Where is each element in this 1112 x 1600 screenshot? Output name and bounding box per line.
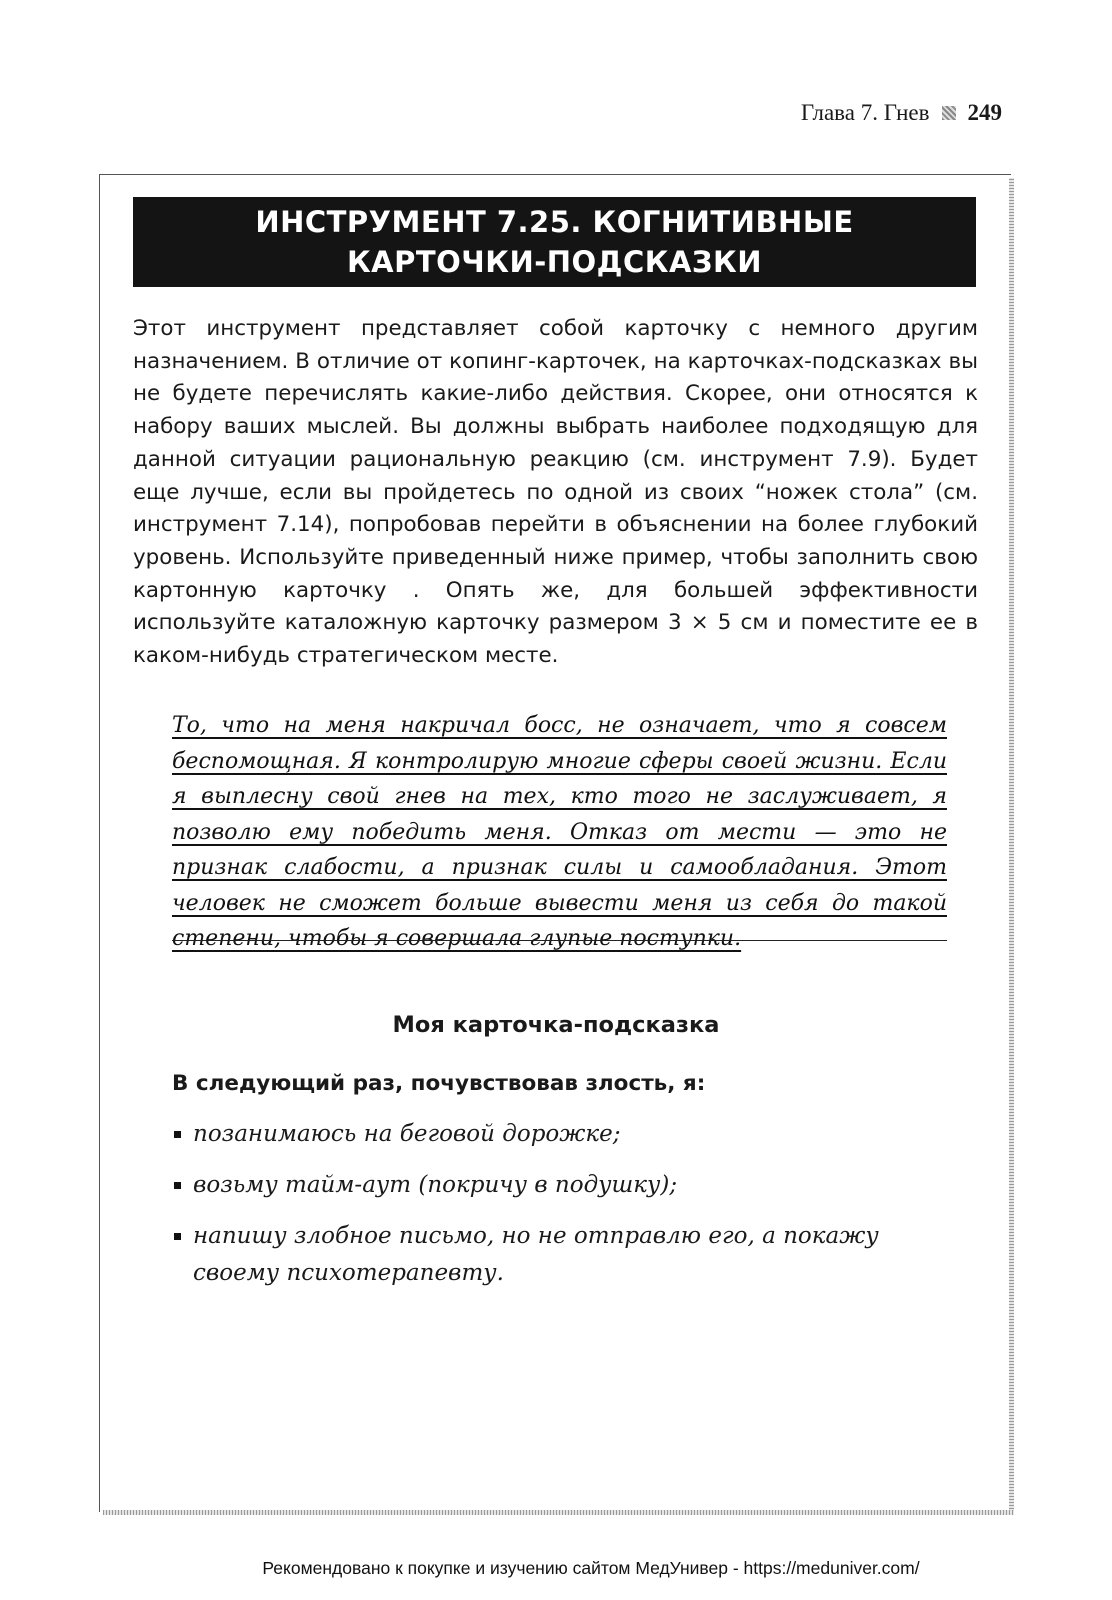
list-item	[172, 1116, 952, 1153]
list-item	[172, 1218, 952, 1292]
list-item-text: напишу злобное письмо, но не отправлю его, а покажу своему психотерапевту.	[193, 1223, 879, 1286]
handwritten-example: То, что на меня накричал босс, не означает, что я совсем беспомощная. Я контролирую многие сферы своей жизни. Если я выплесну свой гнев на тех, кто того не заслуживает, я позволю ему победить меня. Отказ от мести — это не признак слабости, а признак силы и самообладания. Этот человек не сможет больше вывести меня из себя до такой степени, чтобы я совершала глупые поступки.	[172, 713, 947, 951]
footer-note: Рекомендовано к покупке и изучению сайтом МедУнивер - https://meduniver.com/	[262, 1558, 920, 1578]
running-head	[801, 100, 1002, 126]
handwritten-underline	[172, 940, 947, 941]
my-card-heading: Моя карточка-подсказка	[392, 1012, 720, 1038]
chapter-title: Глава 7. Гнев	[800, 100, 930, 125]
square-bullet-icon	[174, 1233, 181, 1240]
intro-paragraph: Этот инструмент представляет собой карточку с немного другим назначением. В отличие от копинг-карточек, на карточках-подсказках вы не будете перечислять какие-либо действия. Скорее, они относятся к набору ваших мыслей. Вы должны выбрать наиболее подходящую для данной ситуации рациональную реакцию (см. инструмент 7.9). Будет еще лучше, если вы пройдетесь по одной из своих “ножек стола” (см. инструмент 7.14), попробовав перейти в объяснении на более глубокий уровень. Используйте приведенный ниже пример, чтобы заполнить свою картонную карточку . Опять же, для большей эффективности используйте каталожную карточку размером 3 × 5 см и поместите ее в каком-нибудь стратегическом месте.	[133, 316, 978, 669]
my-card-prompt: В следующий раз, почувствовав злость, я:	[172, 1071, 706, 1096]
tool-title-line-1: ИНСТРУМЕНТ 7.25. КОГНИТИВНЫЕ	[255, 205, 854, 239]
tool-title	[133, 197, 976, 287]
page-number: 249	[967, 100, 1002, 125]
square-bullet-icon	[174, 1182, 181, 1189]
list-item-text: возьму тайм-аут (покричу в подушку);	[193, 1172, 678, 1198]
square-bullet-icon	[942, 106, 956, 120]
frame-shadow-bottom	[103, 1510, 1014, 1515]
tool-title-line-2: КАРТОЧКИ-ПОДСКАЗКИ	[346, 245, 763, 279]
list-item	[172, 1167, 952, 1204]
my-card-list	[172, 1116, 952, 1306]
list-item-text: позанимаюсь на беговой дорожке;	[193, 1121, 621, 1147]
frame-shadow-right	[1009, 178, 1014, 1515]
square-bullet-icon	[174, 1131, 181, 1138]
